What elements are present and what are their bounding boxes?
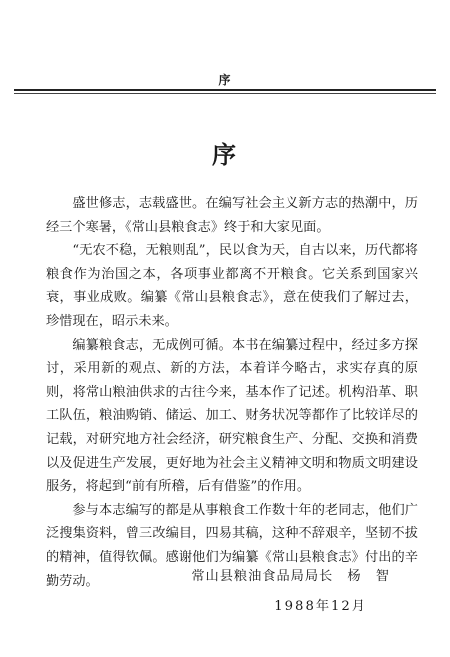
signature-name: 常山县粮油食品局局长 杨 智 <box>191 569 390 584</box>
running-head: 序 <box>218 73 232 87</box>
header-rule-thin <box>14 93 436 94</box>
paragraph-4: 参与本志编写的都是从事粮食工作数十年的老同志，他们广泛搜集资料，曾三改编目，四易其稿，这种不辞艰辛，坚韧不拔的精神，值得钦佩。感谢他们为编纂《常山县粮食志》付出的辛勤劳动。 <box>46 502 418 589</box>
preface-title: 序 <box>212 140 238 169</box>
paragraph-3: 编纂粮食志，无成例可循。本书在编纂过程中，经过多方探讨，采用新的观点、新的方法，本着详今略古，求实存真的原则，将常山粮油供求的古往今来，基本作了记述。机构沿革、职工队伍，粮油购销、储运、加工、财务状况等都作了比较详尽的记载，对研究地方社会经济，研究粮食生产、分配、交换和消费以及促进生产发展，更好地为社会主义精神文明和物质文明建设服务，将起到“前有所稽，后有借鉴”的作用。 <box>46 337 418 495</box>
signature-date: 1988年12月 <box>274 599 367 614</box>
paragraph-1: 盛世修志，志载盛世。在编写社会主义新方志的热潮中，历经三个寒暑，《常山县粮食志》终于和大家见面。 <box>46 196 418 235</box>
preface-body <box>46 192 418 593</box>
header-rule-thick <box>14 89 436 91</box>
paragraph-2: “无农不稳，无粮则乱”，民以食为天，自古以来，历代都将粮食作为治国之本，各项事业都离不开粮食。它关系到国家兴衰，事业成败。编纂《常山县粮食志》，意在使我们了解过去，珍惜现在，昭示未来。 <box>46 243 418 329</box>
